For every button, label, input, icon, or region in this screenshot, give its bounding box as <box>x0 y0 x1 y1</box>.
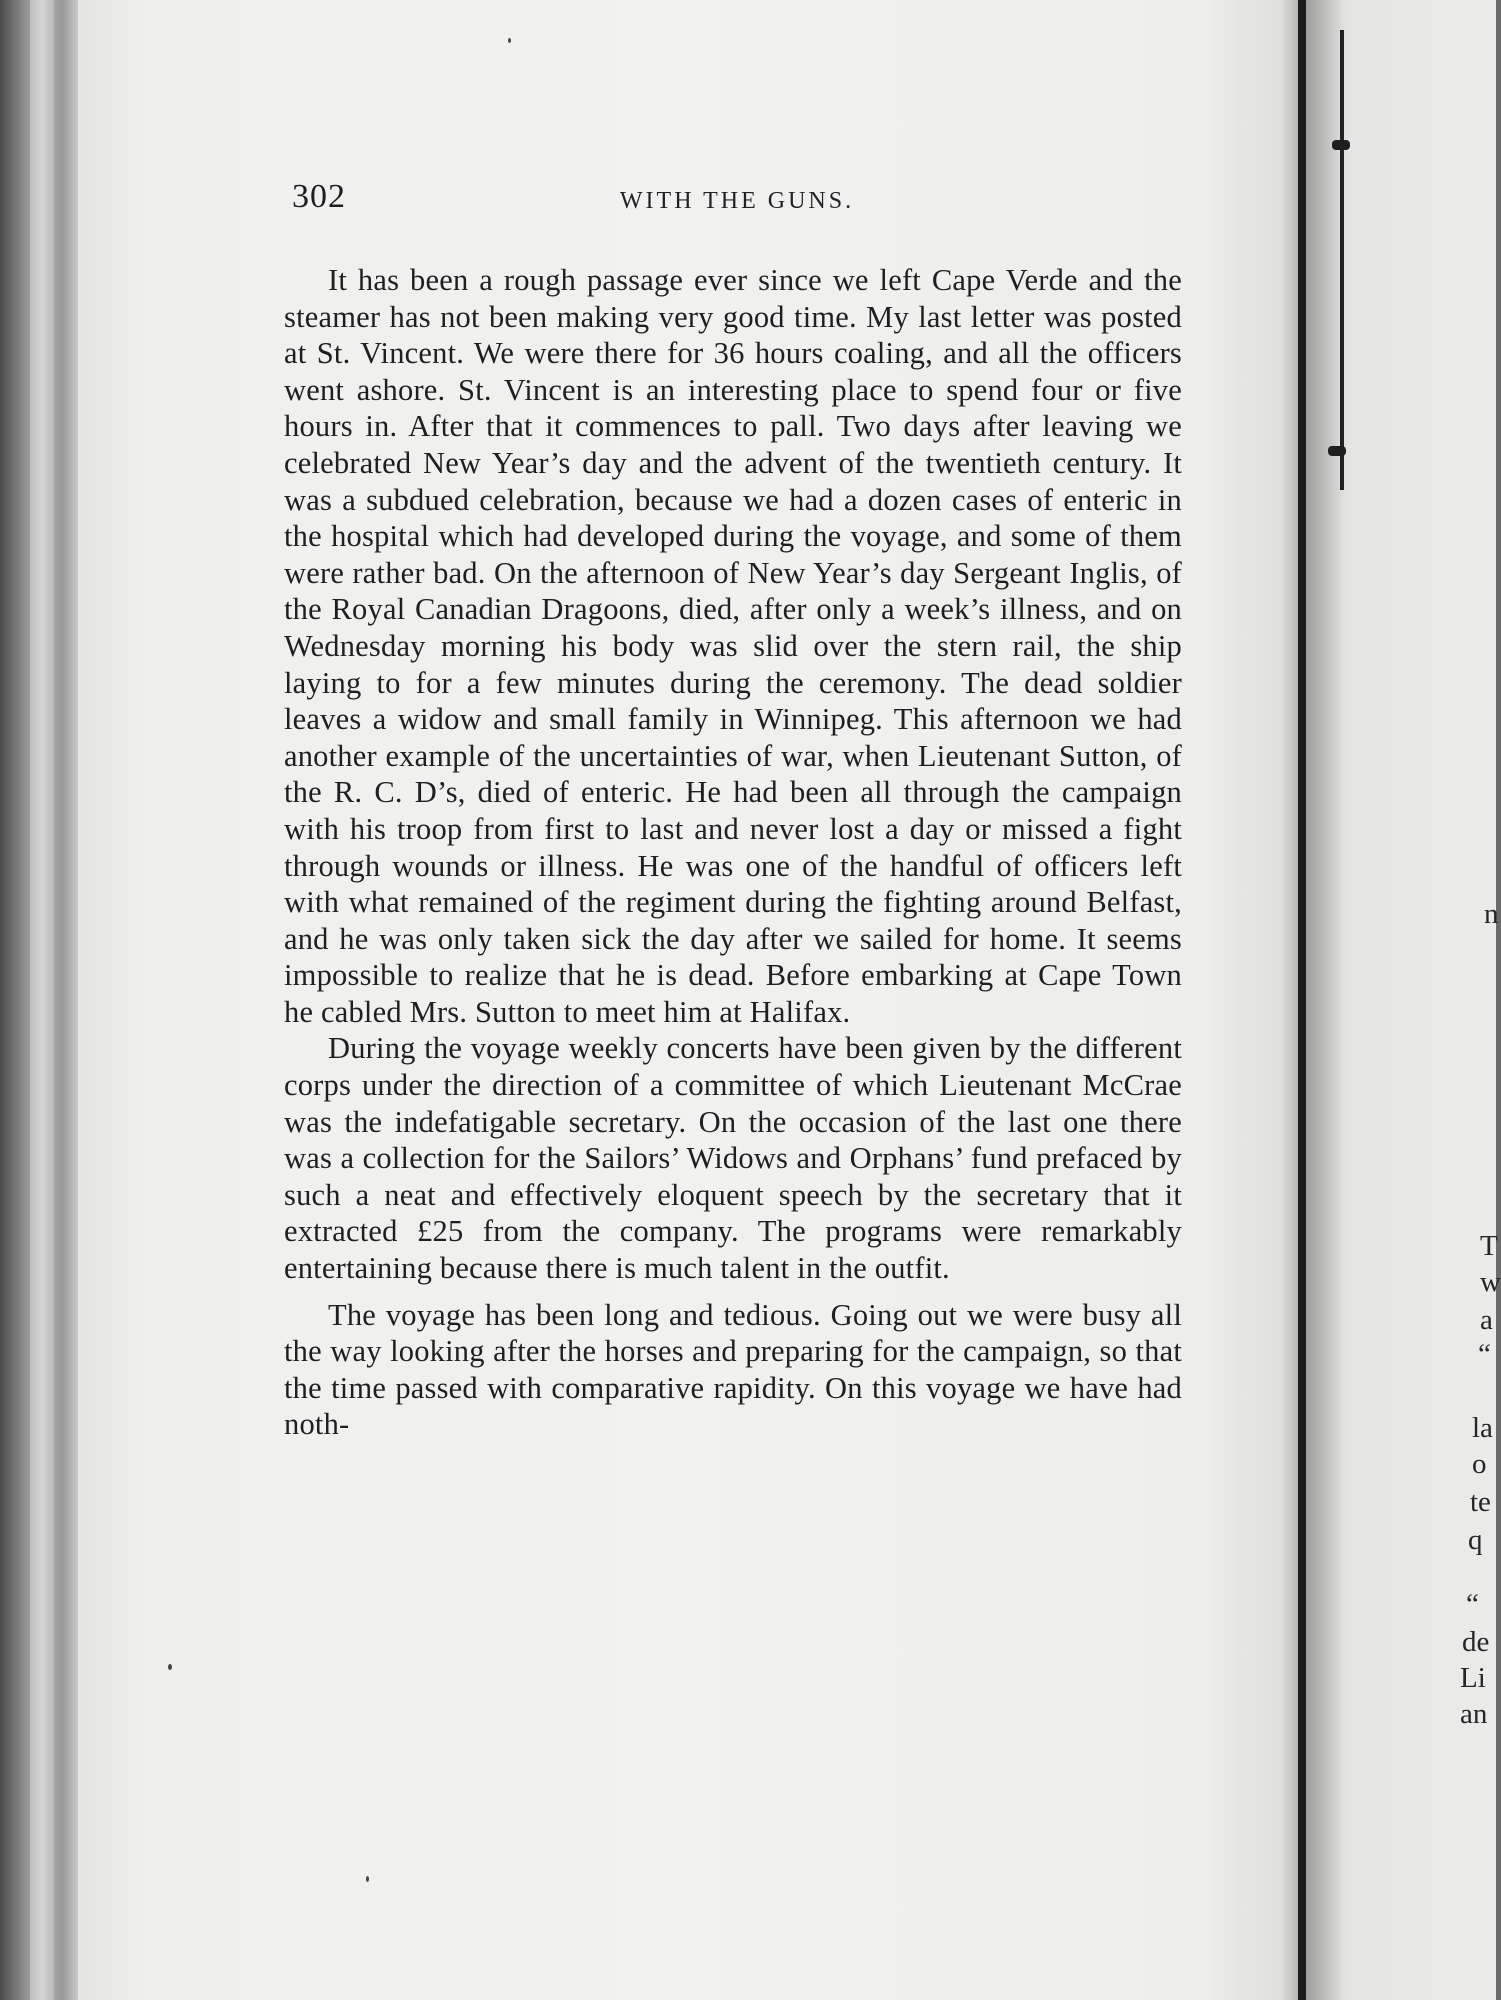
paragraph: During the voyage weekly concerts have been given by the different corps under the direction of a committee of which Lieutenant McCrae was the indefatigable secretary. On the occasion of the last one there was a collection for the Sailors’ Widows and Orphans’ fund prefaced by such a neat and effectively eloquent speech by the secretary that it extracted £25 from the company. The programs were remarkably entertaining because there is much talent in the outfit. <box>284 1031 1182 1286</box>
paragraph: The voyage has been long and tedious. Going out we were busy all the way looking after the horses and preparing for the campaign, so that the time passed with comparative rapidity. On this voyage we have had noth- <box>284 1297 1182 1442</box>
running-head <box>292 178 1182 218</box>
facing-page-fragment: T <box>1480 1230 1498 1262</box>
thread-knot <box>1328 446 1346 456</box>
facing-page-fragment: an <box>1460 1698 1488 1730</box>
facing-page-fragment: Li <box>1460 1662 1486 1694</box>
facing-page-fragment: “ <box>1478 1338 1491 1370</box>
thread-knot <box>1332 140 1350 150</box>
page-edges <box>30 0 54 2000</box>
binding-thread <box>1340 30 1344 490</box>
paragraph: It has been a rough passage ever since we left Cape Verde and the steamer has not been making very good time. My last letter was posted at St. Vincent. We were there for 36 hours coaling, and all the officers went ashore. St. Vincent is an interesting place to spend four or five hours in. After that it commences to pall. Two days after leaving we celebrated New Year’s day and the advent of the twentieth century. It was a subdued celebration, because we had a dozen cases of enteric in the hospital which had developed during the voyage, and some of them were rather bad. On the afternoon of New Year’s day Sergeant Inglis, of the Royal Canadian Dragoons, died, after only a week’s illness, and on Wednesday morning his body was slid over the stern rail, the ship laying to for a few minutes during the ceremony. The dead soldier leaves a widow and small family in Winnipeg. This afternoon we had another example of the uncertainties of war, when Lieutenant Sutton, of the R. C. D’s, died of enteric. He had been all through the campaign with his troop from first to last and never lost a day or missed a fight through wounds or illness. He was one of the handful of officers left with what remained of the regiment during the fighting around Belfast, and he was only taken sick the day after we sailed for home. It seems impossible to realize that he is dead. Before embarking at Cape Town he cabled Mrs. Sutton to meet him at Halifax. <box>284 263 1182 1029</box>
running-title: WITH THE GUNS. <box>619 188 855 214</box>
facing-page-fragment: n <box>1484 898 1499 930</box>
gutter <box>1298 0 1306 2000</box>
facing-page-fragment: te <box>1470 1486 1491 1518</box>
facing-page-fragment: w <box>1480 1266 1501 1298</box>
facing-page-fragment: a <box>1480 1304 1493 1336</box>
scan-speck <box>508 38 511 43</box>
facing-page-fragment: o <box>1472 1448 1487 1480</box>
facing-page-fragment: de <box>1462 1626 1490 1658</box>
page-number: 302 <box>292 178 346 215</box>
facing-page-fragment: q <box>1468 1524 1483 1556</box>
scan-speck <box>168 1664 172 1670</box>
body-text <box>284 262 1182 1443</box>
facing-page-fragment: “ <box>1466 1588 1479 1620</box>
facing-page-fragment: la <box>1472 1412 1493 1444</box>
scan-speck <box>366 1876 369 1882</box>
